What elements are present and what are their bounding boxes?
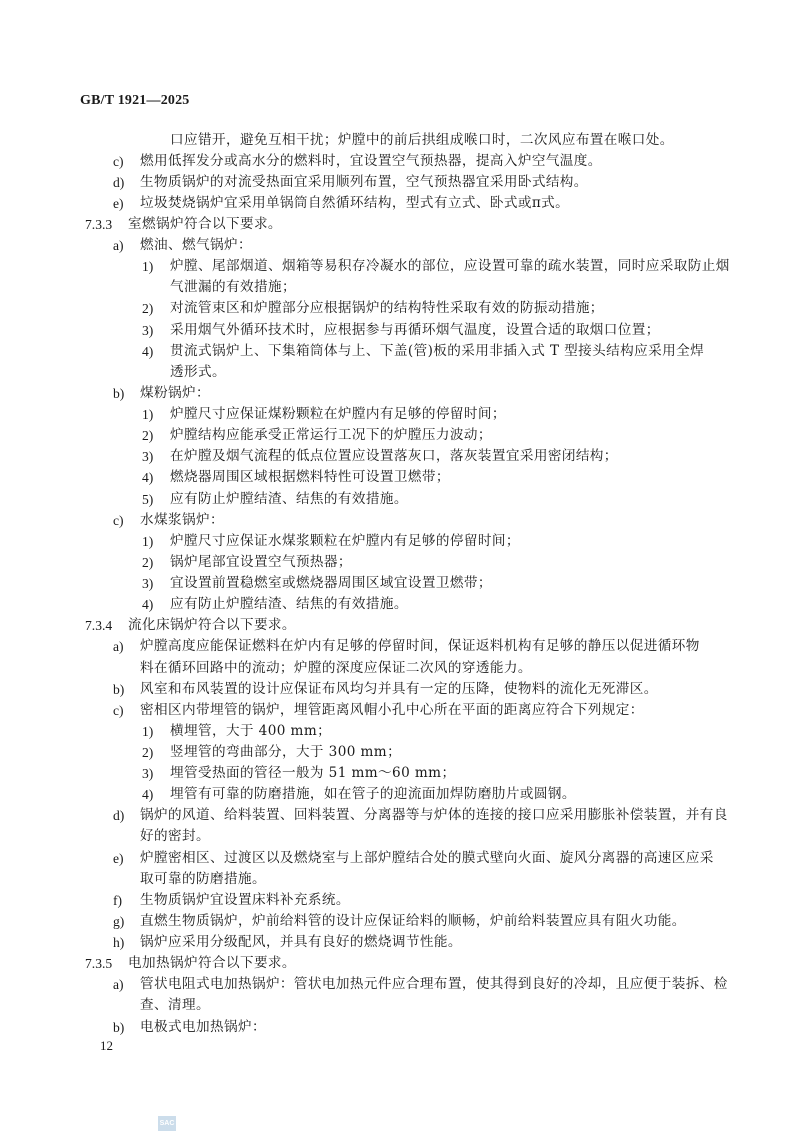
item-number: 2) xyxy=(142,428,154,444)
item-number: 4) xyxy=(142,597,154,613)
item-text: 对流管束区和炉膛部分应根据锅炉的结构特性采取有效的防振动措施； xyxy=(170,300,604,317)
item-number: e) xyxy=(113,195,124,211)
item-number: 2) xyxy=(142,744,154,760)
item-number: 1) xyxy=(142,533,154,549)
item-text: 锅炉应采用分级配风，并具有良好的燃烧调节性能。 xyxy=(140,934,462,951)
item-text: 直燃生物质锅炉，炉前给料管的设计应保证给料的顺畅，炉前给料装置应具有阻火功能。 xyxy=(140,912,686,929)
item-number: b) xyxy=(113,681,125,697)
item-number: 1) xyxy=(142,723,154,739)
item-text: 横埋管，大于 400 mm； xyxy=(170,722,332,739)
item-text: 生物质锅炉宜设置床料补充系统。 xyxy=(140,891,350,908)
item-number: g) xyxy=(113,913,125,929)
item-number: 4) xyxy=(142,470,154,486)
item-number: c) xyxy=(113,512,124,528)
item-number: 5) xyxy=(142,491,154,507)
standard-code-header: GB/T 1921—2025 xyxy=(80,93,190,108)
item-text: 查、清理。 xyxy=(140,997,210,1014)
item-text: 密相区内带埋管的锅炉，埋管距离风帽小孔中心所在平面的距离应符合下列规定： xyxy=(140,701,644,718)
item-number: 3) xyxy=(142,322,154,338)
item-number: 7.3.3 xyxy=(85,216,113,232)
item-text: 气泄漏的有效措施； xyxy=(170,279,296,296)
item-number: f) xyxy=(113,892,123,908)
item-text: 炉膛、尾部烟道、烟箱等易积存冷凝水的部位，应设置可靠的疏水装置，同时应采取防止烟 xyxy=(170,258,730,275)
item-text: 埋管有可靠的防磨措施，如在管子的迎流面加焊防磨肋片或圆钢。 xyxy=(170,786,576,803)
page-number: 12 xyxy=(100,1038,113,1053)
item-text: 炉膛尺寸应保证煤粉颗粒在炉膛内有足够的停留时间； xyxy=(170,406,506,423)
item-number: d) xyxy=(113,174,125,190)
item-number: b) xyxy=(113,1019,125,1035)
item-number: h) xyxy=(113,935,125,951)
item-text: 好的密封。 xyxy=(140,828,210,845)
item-text: 在炉膛及烟气流程的低点位置应设置落灰口，落灰装置宜采用密闭结构； xyxy=(170,448,618,465)
item-number: 7.3.4 xyxy=(85,618,113,634)
item-text: 炉膛密相区、过渡区以及燃烧室与上部炉膛结合处的膜式壁向火面、旋风分离器的高速区应采 xyxy=(140,849,714,866)
item-number: 2) xyxy=(142,554,154,570)
item-text: 炉膛结构应能承受正常运行工况下的炉膛压力波动； xyxy=(170,427,492,444)
item-text: 竖埋管的弯曲部分，大于 300 mm； xyxy=(170,743,402,760)
item-text: 管状电阻式电加热锅炉：管状电加热元件应合理布置，使其得到良好的冷却，且应便于装拆、检 xyxy=(140,976,728,993)
item-number: c) xyxy=(113,702,124,718)
item-number: 3) xyxy=(142,766,154,782)
item-text: 室燃锅炉符合以下要求。 xyxy=(128,215,282,232)
item-text: 料在循环回路中的流动；炉膛的深度应保证二次风的穿透能力。 xyxy=(140,659,532,676)
item-text: 燃油、燃气锅炉： xyxy=(140,237,252,254)
item-number: c) xyxy=(113,153,124,169)
item-text: 埋管受热面的管径一般为 51 mm～60 mm； xyxy=(170,765,456,782)
item-number: e) xyxy=(113,850,124,866)
item-text: 透形式。 xyxy=(170,363,226,380)
item-text: 电极式电加热锅炉： xyxy=(140,1018,266,1035)
item-number: a) xyxy=(113,977,124,993)
item-text: 风室和布风装置的设计应保证布风均匀并具有一定的压降，使物料的流化无死滞区。 xyxy=(140,680,658,697)
item-number: b) xyxy=(113,385,125,401)
item-number: 3) xyxy=(142,449,154,465)
item-number: a) xyxy=(113,639,124,655)
item-number: 1) xyxy=(142,259,154,275)
item-text: 煤粉锅炉： xyxy=(140,384,210,401)
item-number: 1) xyxy=(142,407,154,423)
sac-logo: SAC xyxy=(158,1116,176,1131)
item-text: 生物质锅炉的对流受热面宜采用顺列布置，空气预热器宜采用卧式结构。 xyxy=(140,173,588,190)
item-number: 2) xyxy=(142,301,154,317)
item-number: 7.3.5 xyxy=(85,956,113,972)
item-text: 燃用低挥发分或高水分的燃料时，宜设置空气预热器，提高入炉空气温度。 xyxy=(140,152,602,169)
item-text: 炉膛尺寸应保证水煤浆颗粒在炉膛内有足够的停留时间； xyxy=(170,532,520,549)
item-text: 应有防止炉膛结渣、结焦的有效措施。 xyxy=(170,490,408,507)
item-text: 贯流式锅炉上、下集箱筒体与上、下盖(管)板的采用非插入式 T 型接头结构应采用全焊 xyxy=(170,342,705,359)
item-text: 取可靠的防磨措施。 xyxy=(140,870,266,887)
item-number: 3) xyxy=(142,576,154,592)
item-text: 燃烧器周围区域根据燃料特性可设置卫燃带； xyxy=(170,469,450,486)
item-text: 锅炉的风道、给料装置、回料装置、分离器等与炉体的连接的接口应采用膨胀补偿装置，并有良 xyxy=(140,807,728,824)
item-text: 应有防止炉膛结渣、结焦的有效措施。 xyxy=(170,596,408,613)
item-number: d) xyxy=(113,808,125,824)
item-text: 口应错开，避免互相干扰；炉膛中的前后拱组成喉口时，二次风应布置在喉口处。 xyxy=(170,131,674,148)
item-text: 宜设置前置稳燃室或燃烧器周围区域宜设置卫燃带； xyxy=(170,575,492,592)
item-number: 4) xyxy=(142,787,154,803)
item-text: 锅炉尾部宜设置空气预热器； xyxy=(170,553,352,570)
item-text: 炉膛高度应能保证燃料在炉内有足够的停留时间，保证返料机构有足够的静压以促进循环物 xyxy=(140,638,700,655)
item-text: 垃圾焚烧锅炉宜采用单锅筒自然循环结构，型式有立式、卧式或π式。 xyxy=(140,194,570,211)
item-text: 水煤浆锅炉： xyxy=(140,511,224,528)
item-number: 4) xyxy=(142,343,154,359)
item-text: 采用烟气外循环技术时，应根据参与再循环烟气温度，设置合适的取烟口位置； xyxy=(170,321,660,338)
item-text: 流化床锅炉符合以下要求。 xyxy=(128,617,296,634)
item-text: 电加热锅炉符合以下要求。 xyxy=(128,955,296,972)
item-number: a) xyxy=(113,238,124,254)
